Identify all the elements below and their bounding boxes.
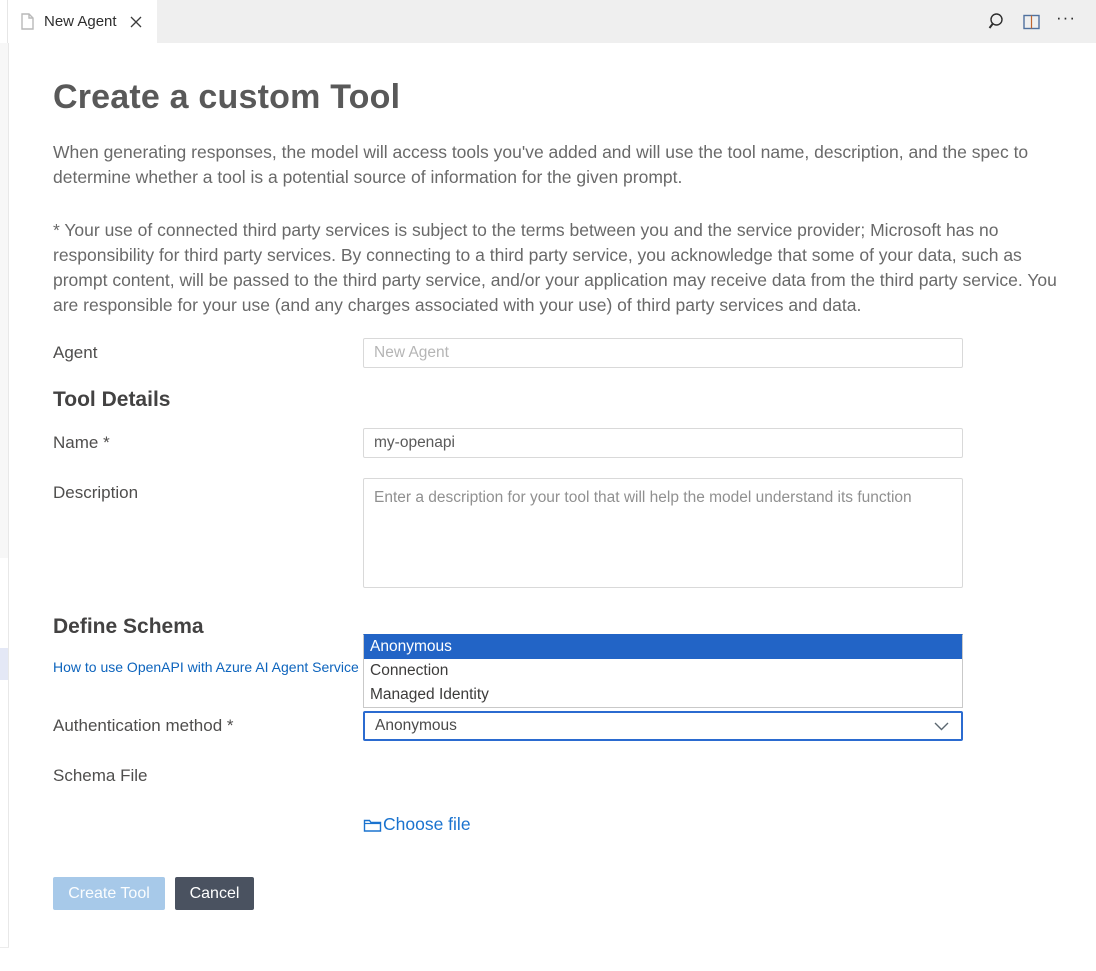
more-icon[interactable]: ··· [1056,8,1076,27]
tool-details-heading: Tool Details [53,388,171,411]
openapi-help-link[interactable]: How to use OpenAPI with Azure AI Agent Service [53,659,359,675]
authentication-method-label: Authentication method * [53,716,234,735]
choose-file-row [53,814,1066,835]
third-party-disclaimer: * Your use of connected third party services is subject to the terms between you and the service provider; Microsoft has no responsibility for third party services. By connecting to a third party service, you acknowledge that some of your data, such as prompt content, will be passed to the third party service, and/or your application may receive data from the third party service. You are responsible for your use (and any charges associated with your use) of third party services and data. [53,220,1057,315]
agent-input[interactable] [363,338,963,368]
action-buttons [53,877,1066,910]
define-schema-heading: Define Schema [53,615,204,638]
tab-file-icon [20,13,35,30]
auth-method-select[interactable] [363,711,963,741]
choose-file-spacer [53,814,363,835]
cancel-button[interactable]: Cancel [175,877,254,910]
schema-file-row [53,761,1066,786]
agent-row [53,338,1066,368]
auth-method-dropdown-list [363,634,963,708]
agent-label: Agent [53,343,98,362]
intro-paragraph: When generating responses, the model will access tools you've added and will use the tool name, description, and the spec to determine whether a tool is a potential source of information for the given prompt. [53,142,1029,187]
choose-file-label: Choose file [383,814,471,834]
create-custom-tool-panel [9,43,1096,971]
name-input[interactable] [363,428,963,458]
tab-close-icon[interactable] [130,16,142,28]
define-schema-section [53,615,1066,741]
description-row [53,478,1066,593]
create-tool-button[interactable]: Create Tool [53,877,165,910]
name-row [53,428,1066,458]
tab-bar-actions [988,0,1096,43]
tab-label: New Agent [44,13,117,30]
name-label: Name * [53,433,110,452]
auth-method-selected-value: Anonymous [375,717,457,734]
left-rail-accent-segment [0,648,8,680]
schema-file-label: Schema File [53,766,148,785]
split-editor-icon[interactable] [1023,14,1040,30]
dropdown-option-connection[interactable]: Connection [370,662,449,679]
left-rail-top-segment [0,43,8,558]
dropdown-option-managed-identity[interactable]: Managed Identity [370,686,489,703]
tab-bar [0,0,1096,43]
choose-file-button[interactable] [363,814,471,835]
folder-icon [363,817,382,833]
dropdown-option-anonymous[interactable]: Anonymous [364,635,962,659]
tab-new-agent[interactable] [8,0,157,43]
page-title: Create a custom Tool [53,78,401,116]
search-icon[interactable] [988,12,1007,31]
description-textarea[interactable] [363,478,963,588]
tab-bar-left-gap [0,0,8,43]
description-label: Description [53,483,139,502]
chevron-down-icon [934,722,949,731]
